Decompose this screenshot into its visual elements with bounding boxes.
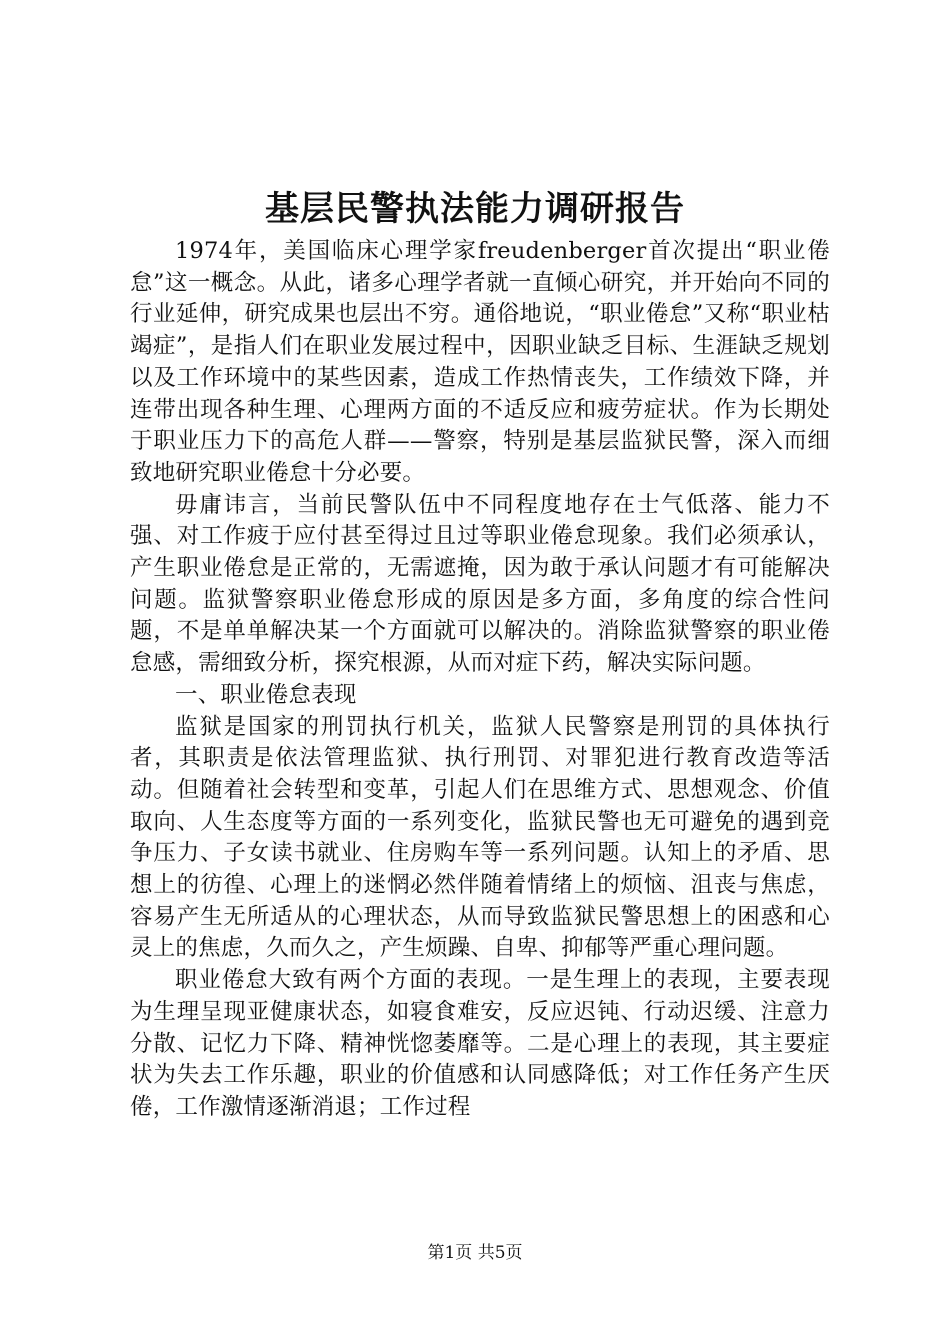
document-title: 基层民警执法能力调研报告 <box>265 189 685 229</box>
paragraph-problem: 毋庸讳言，当前民警队伍中不同程度地存在士气低落、能力不强、对工作疲于应付甚至得过且过等职业倦怠现象。我们必须承认，产生职业倦怠是正常的，无需遮掩，因为敢于承认问题才有可能解决问题。监狱警察职业倦怠形成的原因是多方面，多角度的综合性问题，不是单单解决某一个方面就可以解决的。消除监狱警察的职业倦怠感，需细致分析，探究根源，从而对症下药，解决实际问题。 <box>130 491 830 677</box>
document-body <box>130 236 830 1124</box>
page-footer: 第1页 共5页 <box>427 1243 523 1263</box>
paragraph-prison-police: 监狱是国家的刑罚执行机关，监狱人民警察是刑罚的具体执行者，其职责是依法管理监狱、执行刑罚、对罪犯进行教育改造等活动。但随着社会转型和变革，引起人们在思维方式、思想观念、价值取向、人生态度等方面的一系列变化，监狱民警也无可避免的遇到竞争压力、子女读书就业、住房购车等一系列问题。认知上的矛盾、思想上的彷徨、心理上的迷惘必然伴随着情绪上的烦恼、沮丧与焦虑，容易产生无所适从的心理状态，从而导致监狱民警思想上的困惑和心灵上的焦虑，久而久之，产生烦躁、自卑、抑郁等严重心理问题。 <box>130 713 830 962</box>
section-heading-1: 一、职业倦怠表现 <box>175 681 357 708</box>
paragraph-intro: 1974年，美国临床心理学家freudenberger首次提出“职业倦怠”这一概念。从此，诸多心理学者就一直倾心研究，并开始向不同的行业延伸，研究成果也层出不穷。通俗地说，“职业倦怠”又称“职业枯竭症”，是指人们在职业发展过程中，因职业缺乏目标、生涯缺乏规划以及工作环境中的某些因素，造成工作热情丧失，工作绩效下降，并连带出现各种生理、心理两方面的不适反应和疲劳症状。作为长期处于职业压力下的高危人群——警察，特别是基层监狱民警，深入而细致地研究职业倦怠十分必要。 <box>130 238 830 486</box>
paragraph-symptoms: 职业倦怠大致有两个方面的表现。一是生理上的表现，主要表现为生理呈现亚健康状态，如寝食难安，反应迟钝、行动迟缓、注意力分散、记忆力下降、精神恍惚萎靡等。二是心理上的表现，其主要症状为失去工作乐趣，职业的价值感和认同感降低；对工作任务产生厌倦，工作激情逐渐消退；工作过程 <box>130 967 830 1120</box>
